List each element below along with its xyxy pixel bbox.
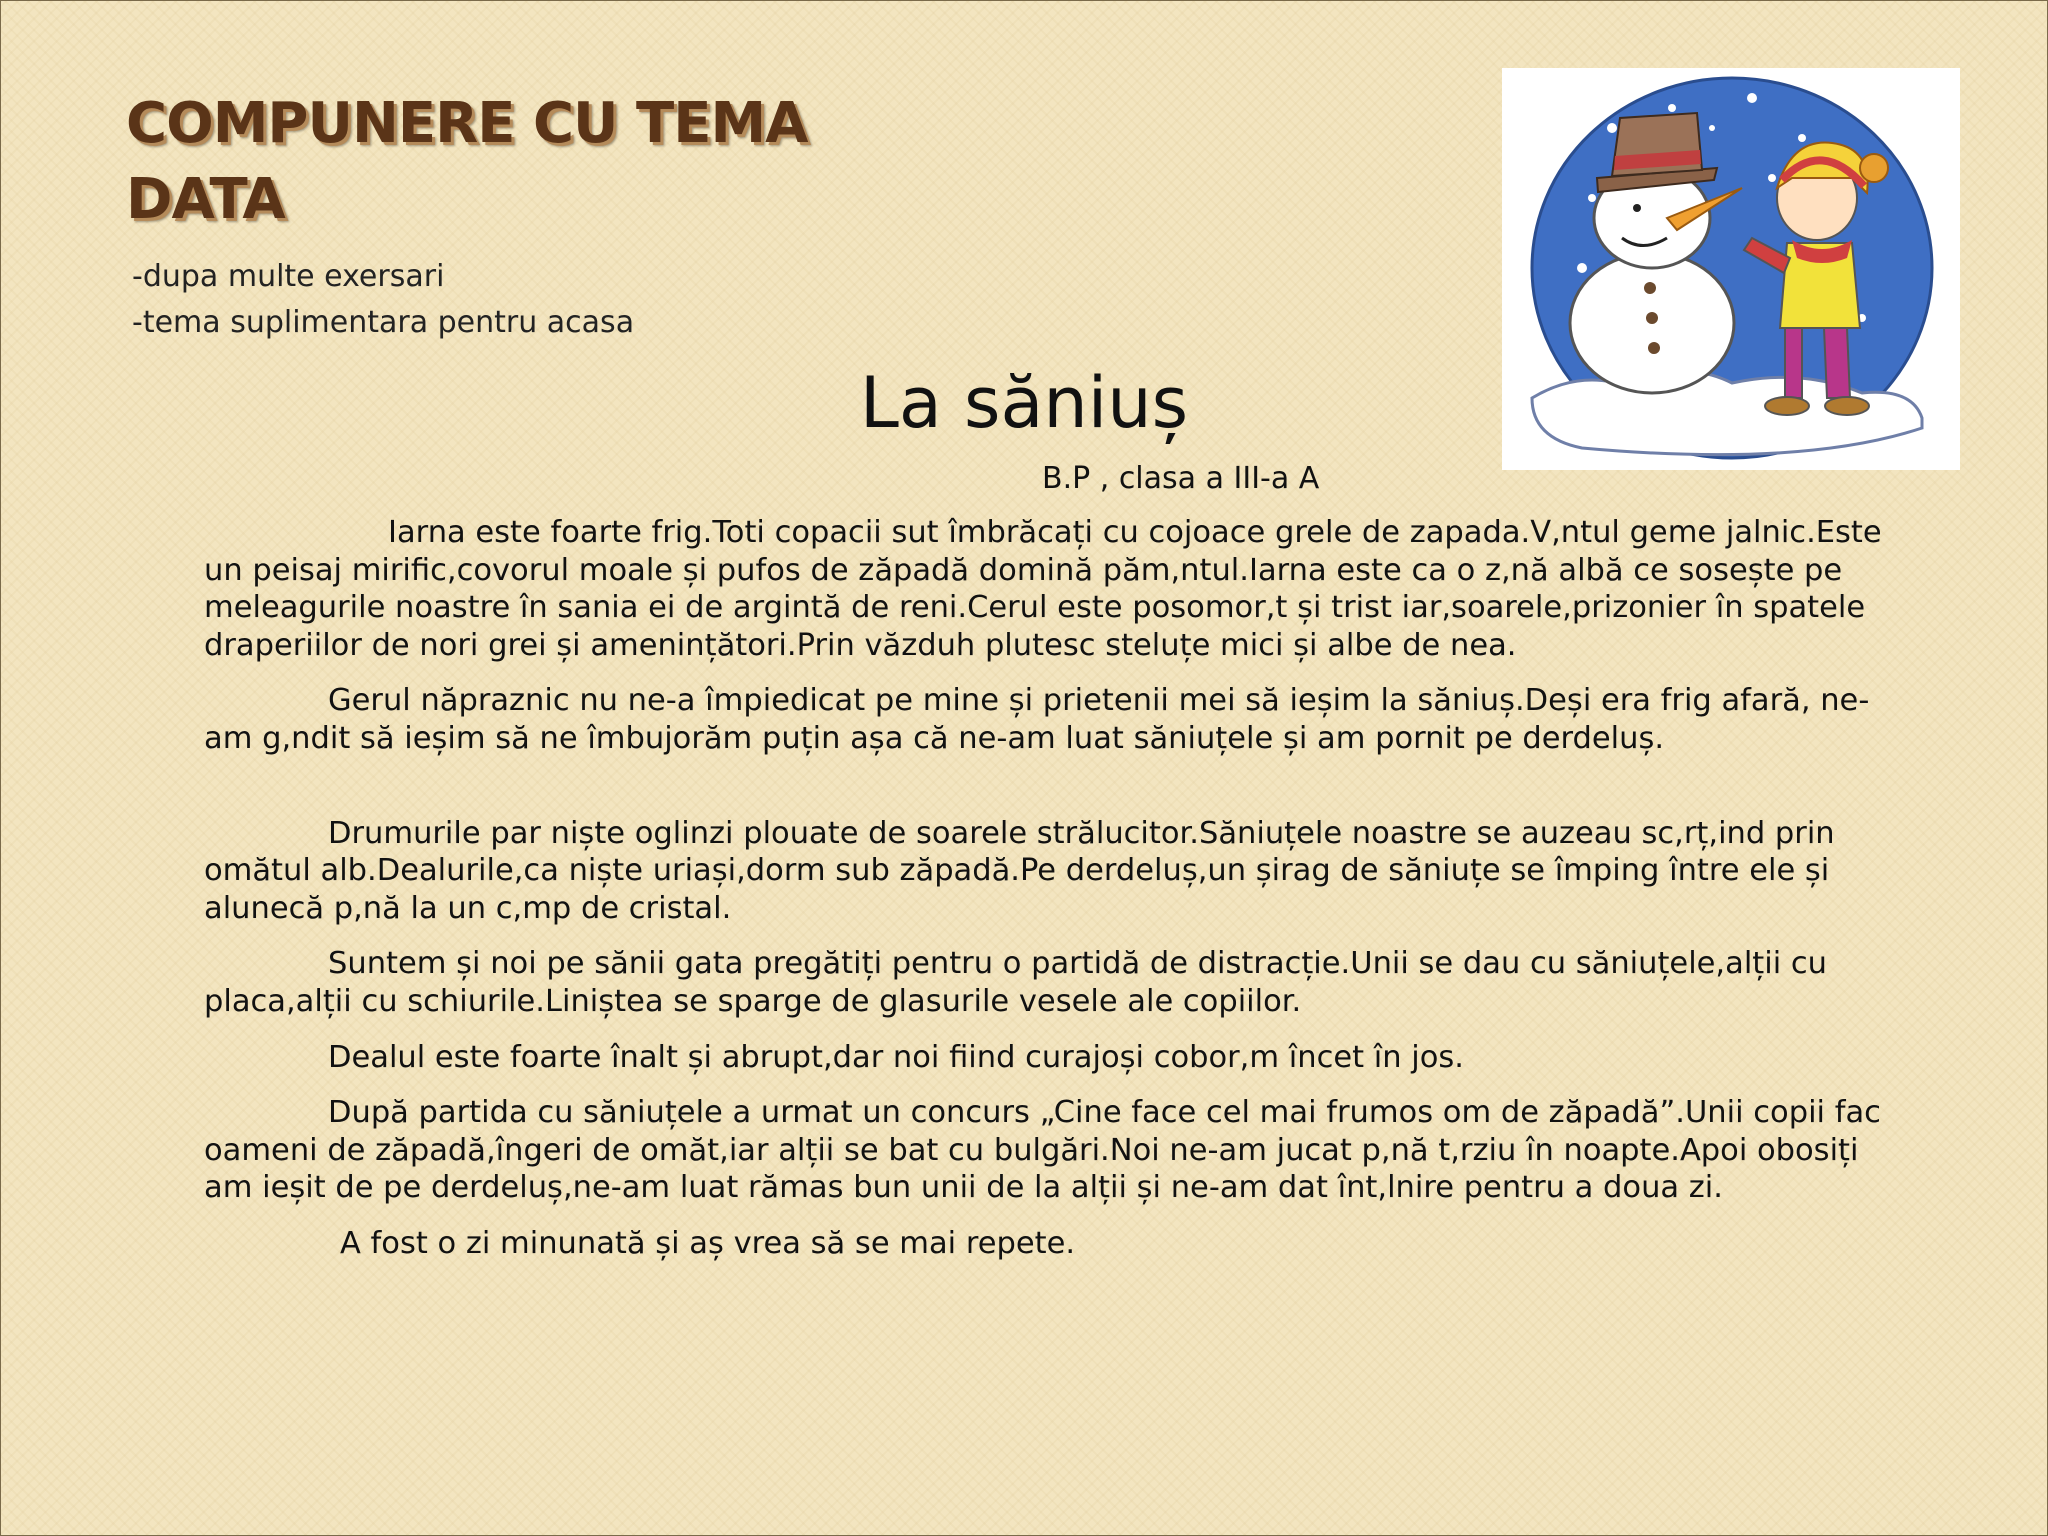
story-author: B.P , clasa a III-a A <box>1042 461 1320 496</box>
story-paragraph: După partida cu săniuțele a urmat un concurs „Cine face cel mai frumos om de zăpadă”.Unii copii fac oameni de zăpadă,îngeri de omăt,iar alții se bat cu bulgări.Noi ne-am jucat p,nă t,rziu în noapte.Apoi obosiți am ieșit de pe derdeluș,ne-am luat rămas bun unii de la alții și ne-am dat înt,lnire pentru a doua zi. <box>204 1095 1881 1206</box>
story-body <box>204 514 1916 1263</box>
story-paragraph: Drumurile par niște oglinzi plouate de soarele strălucitor.Săniuțele noastre se auzeau sc,rț,ind prin omătul alb.Dealurile,ca niște uriași,dorm sub zăpadă.Pe derdeluș,un șirag de săniuțe se împing între ele și alunecă p,nă la un c,mp de cristal. <box>204 815 1835 926</box>
bullet-list <box>132 254 634 346</box>
story-title-text: La săniuș <box>859 362 1189 444</box>
story-paragraph: Gerul năpraznic nu ne-a împiedicat pe mine și prietenii mei să ieșim la săniuș.Deși era frig afară, ne-am g,ndit să ieșim să ne îmbujorăm puțin așa că ne-am luat săniuțele și am pornit pe derdeluș. <box>204 683 1870 756</box>
story-paragraph: Dealul este foarte înalt și abrupt,dar noi fiind curajoși cobor,m încet în jos. <box>328 1039 1464 1075</box>
bullet-item: -dupa multe exersari <box>132 259 445 294</box>
slide-title-line-2: DATA <box>126 167 285 232</box>
bullet-item: -tema suplimentara pentru acasa <box>132 305 635 340</box>
story-paragraph: Iarna este foarte frig.Toti copacii sut îmbrăcați cu cojoace grele de zapada.V,ntul geme jalnic.Este un peisaj mirific,covorul moale și pufos de zăpadă domină păm,ntul.Iarna este ca o z,nă albă ce sosește pe meleagurile noastre în sania ei de argintă de reni.Cerul este posomor,t și trist iar,soarele,prizonier în spatele draperiilor de nori grei și amenințători.Prin văzduh plutesc steluțe mici și albe de nea. <box>204 515 1882 663</box>
story-paragraph: Suntem și noi pe sănii gata pregătiți pentru o partidă de distracție.Unii se dau cu săniuțele,alții cu placa,alții cu schiurile.Liniștea se sparge de glasurile vesele ale copiilor. <box>204 946 1827 1019</box>
slide-title-line-1: COMPUNERE CU TEMA <box>126 91 808 156</box>
story-title <box>0 358 2048 448</box>
slide-title <box>126 86 886 238</box>
story-paragraph: A fost o zi minunată și aș vrea să se mai repete. <box>340 1225 1076 1261</box>
